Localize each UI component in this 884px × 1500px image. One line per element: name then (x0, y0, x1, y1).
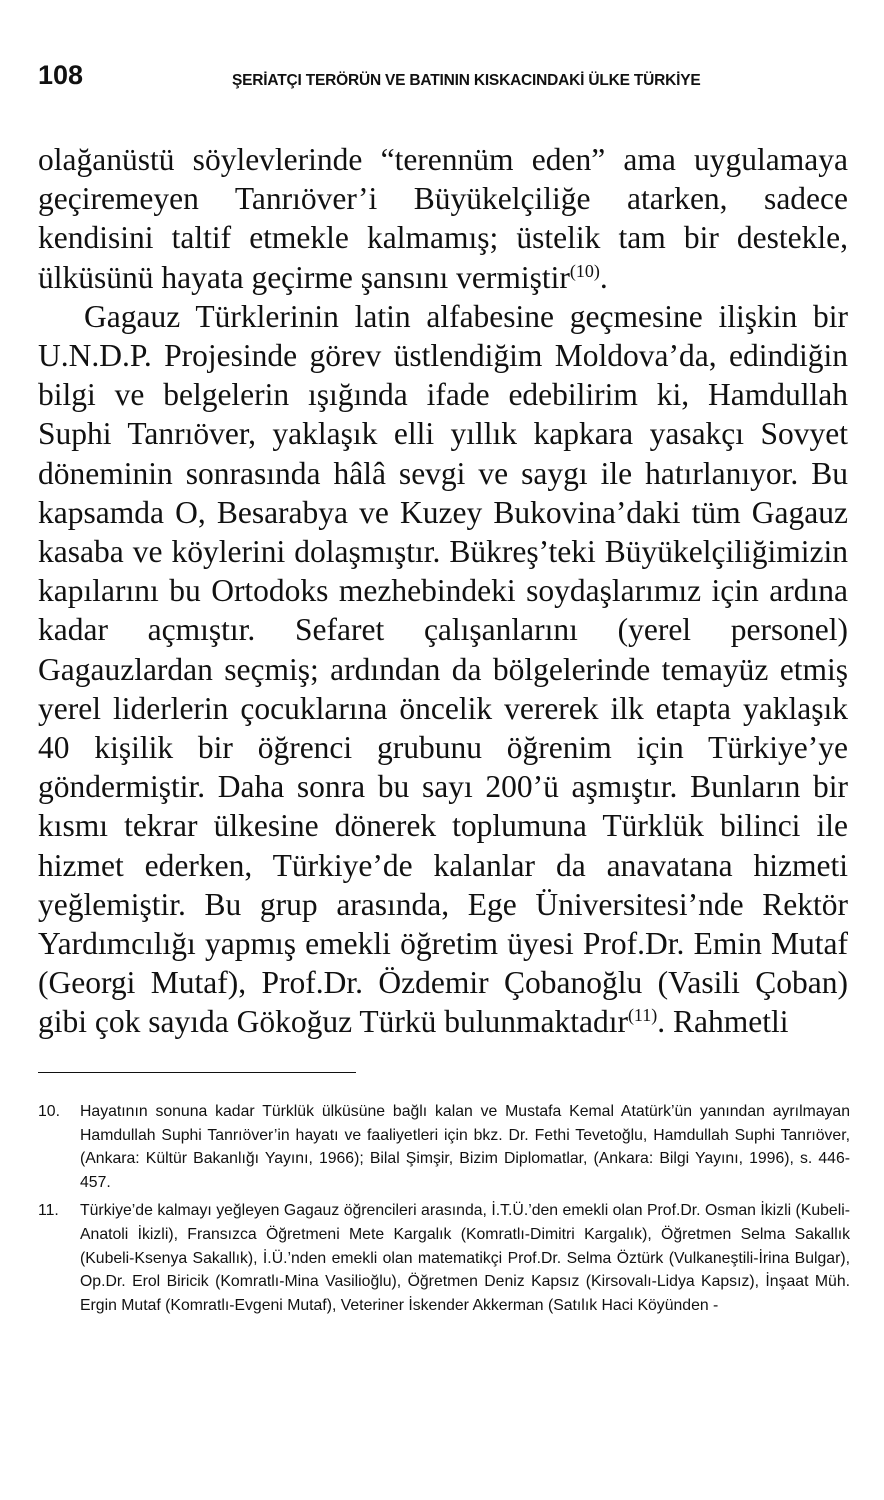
footnote-ref-11: (11) (627, 1005, 658, 1026)
paragraph-1-end: . (599, 259, 608, 295)
footnote-divider (38, 1072, 356, 1073)
paragraph-1 (38, 140, 848, 297)
paragraph-1-text: olağanüstü söylevlerinde “terennüm eden” ama uygulamaya geçiremeyen Tanrıöver’i Büyükelçiliğe atarken, sadece kendisini taltif etmekle kalmamış; üstelik tam bir destekle, ülküsünü hayata geçirme şansını vermiştir (38, 142, 848, 295)
body-text (38, 140, 848, 1042)
footnote-ref-10: (10) (569, 260, 600, 281)
footnote-text: Hayatının sonuna kadar Türklük ülküsüne bağlı kalan ve Mustafa Kemal Atatürk’ün yanından ayrılmayan Hamdullah Suphi Tanrıöver’in hayatı ve faaliyetleri için bkz. Dr. Fethi Tevetoğlu, Hamdullah Suphi Tanrıöver, (Ankara: Kültür Bakanlığı Yayını, 1966); Bilal Şimşir, Bizim Diplomatlar, (Ankara: Bilgi Yayını, 1996), s. 446-457. (80, 1103, 850, 1191)
page-number: 108 (38, 60, 84, 90)
footnote-10 (38, 1100, 850, 1194)
paragraph-2-end: . Rahmetli (657, 1004, 789, 1040)
footnotes (38, 1100, 850, 1322)
running-title: ŞERİATÇI TERÖRÜN VE BATININ KISKACINDAKİ ÜLKE TÜRKİYE (232, 72, 701, 89)
paragraph-2-text: Gagauz Türklerinin latin alfabesine geçmesine ilişkin bir U.N.D.P. Projesinde görev üstlendiğim Moldova’da, edindiğin bilgi ve belgelerin ışığında ifade edebilirim ki, Hamdullah Suphi Tanrıöver, yaklaşık elli yıllık kapkara yasakçı Sovyet döneminin sonrasında hâlâ sevgi ve saygı ile hatırlanıyor. Bu kapsamda O, Besarabya ve Kuzey Bukovina’daki tüm Gagauz kasaba ve köylerini dolaşmıştır. Bükreş’teki Büyükelçiliğimizin kapılarını bu Ortodoks mezhebindeki soydaşlarımız için ardına kadar açmıştır. Sefaret çalışanlarını (yerel personel) Gagauzlardan seçmiş; ardından da bölgelerinde temayüz etmiş yerel liderlerin çocuklarına öncelik vererek ilk etapta yaklaşık 40 kişilik bir öğrenci grubunu öğrenim için Türkiye’ye göndermiştir. Daha sonra bu sayı 200’ü aşmıştır. Bunların bir kısmı tekrar ülkesine dönerek toplumuna Türklük bilinci ile hizmet ederken, Türkiye’de kalanlar da anavatana hizmeti yeğlemiştir. Bu grup arasında, Ege Üniversitesi’nde Rektör Yardımcılığı yapmış emekli öğretim üyesi Prof.Dr. Emin Mutaf (Georgi Mutaf), Prof.Dr. Özdemir Çobanoğlu (Vasili Çoban) gibi çok sayıda Gökoğuz Türkü bulunmaktadır (38, 298, 848, 1040)
footnote-11 (38, 1199, 850, 1317)
footnote-number: 11. (38, 1202, 59, 1220)
paragraph-2 (38, 297, 848, 1042)
footnote-number: 10. (38, 1103, 60, 1120)
footnote-text: Türkiye’de kalmayı yeğleyen Gagauz öğrencileri arasında, İ.T.Ü.’den emekli olan Prof.Dr. Osman İkizli (Kubeli-Anatoli İkizli), Fransızca Öğretmeni Mete Kargalık (Komratlı-Dimitri Kargalık), Öğretmen Selma Sakallık (Kubeli-Ksenya Sakallık), İ.Ü.’nden emekli olan matematikçi Prof.Dr. Selma Öztürk (Vulkaneştili-İrina Bulgar), Op.Dr. Erol Biricik (Komratlı-Mina Vasilioğlu), Öğretmen Deniz Kapsız (Kirsovalı-Lidya Kapsız), İnşaat Müh. Ergin Mutaf (Komratlı-Evgeni Mutaf), Veteriner İskender Akkerman (Satılık Haci Köyünden - (80, 1202, 850, 1314)
